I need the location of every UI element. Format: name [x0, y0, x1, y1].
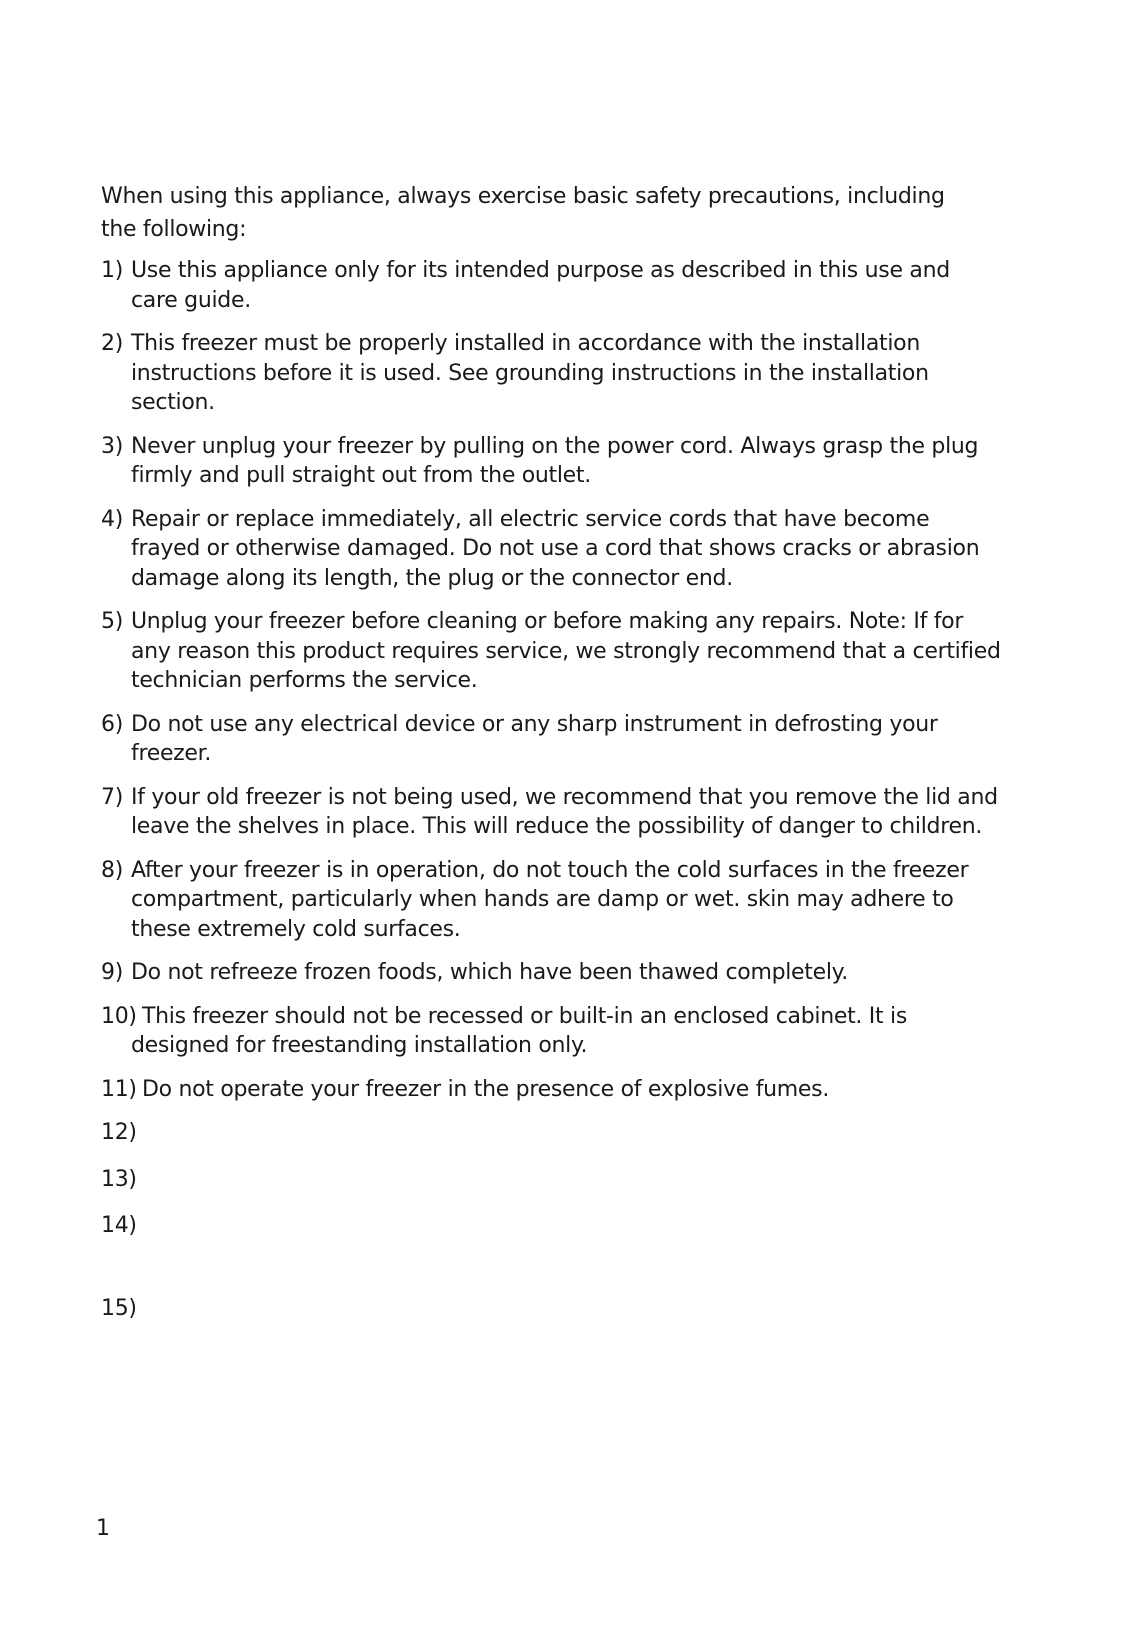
list-item — [101, 1294, 1001, 1324]
list-item — [101, 1075, 1001, 1105]
item-number: 9) — [101, 960, 123, 985]
item-number: 5) — [101, 609, 123, 634]
item-text: If your old freezer is not being used, we recommend that you remove the lid and leave the shelves in place. This will reduce the possibility of danger to children. — [131, 784, 998, 839]
item-number: 10) — [101, 1003, 137, 1029]
list-item — [101, 1165, 1001, 1195]
list-item — [101, 710, 1001, 769]
item-number: 7) — [101, 784, 123, 810]
item-text: After your freezer is in operation, do not touch the cold surfaces in the freezer compartment, particularly when hands are damp or wet. skin may adhere to these extremely cold surfaces. — [131, 857, 969, 942]
item-number: 2) — [101, 331, 123, 356]
list-item — [101, 856, 1001, 945]
list-item — [101, 1211, 1001, 1241]
item-number: 1) — [101, 258, 123, 283]
item-number: 3) — [101, 433, 123, 459]
item-number: 11) — [101, 1076, 137, 1102]
item-number: 12) — [101, 1120, 137, 1145]
item-text: Never unplug your freezer by pulling on the power cord. Always grasp the plug firmly and pull straight out from the outlet. — [131, 433, 979, 488]
page-number: 1 — [96, 1516, 110, 1541]
list-item — [101, 432, 1001, 491]
list-item — [101, 958, 1001, 988]
item-number: 6) — [101, 711, 123, 737]
item-text: Repair or replace immediately, all electric service cords that have become frayed or otherwise damaged. Do not use a cord that shows cracks or abrasion damage along its length, the plug or the connector end. — [131, 506, 980, 591]
item-number: 13) — [101, 1166, 137, 1192]
list-item — [101, 505, 1001, 594]
item-number: 8) — [101, 857, 123, 883]
item-text: Use this appliance only for its intended purpose as described in this use and care guide. — [131, 258, 950, 313]
list-item — [101, 1118, 1001, 1148]
item-text: This freezer must be properly installed in accordance with the installation instructions before it is used. See grounding instructions in the installation section. — [131, 331, 929, 415]
item-number: 4) — [101, 506, 123, 532]
item-number: 15) — [101, 1295, 137, 1321]
item-text: Do not operate your freezer in the presence of explosive fumes. — [142, 1076, 830, 1102]
list-item — [101, 783, 1001, 842]
list-item — [101, 607, 1001, 696]
list-item — [101, 329, 1001, 418]
list-item — [101, 1002, 1001, 1061]
item-number: 14) — [101, 1213, 137, 1238]
list-item — [101, 256, 1001, 315]
item-text: Unplug your freezer before cleaning or before making any repairs. Note: If for any reason this product requires service, we strongly recommend that a certified technician performs the service. — [131, 609, 1001, 693]
intro-paragraph: When using this appliance, always exercise basic safety precautions, including the following: — [101, 184, 945, 242]
item-text: This freezer should not be recessed or built-in an enclosed cabinet. It is designed for freestanding installation only. — [131, 1003, 907, 1058]
item-text: Do not refreeze frozen foods, which have been thawed completely. — [131, 960, 848, 985]
item-text: Do not use any electrical device or any sharp instrument in defrosting your freezer. — [131, 711, 938, 766]
safety-instructions-list — [101, 256, 1001, 1340]
